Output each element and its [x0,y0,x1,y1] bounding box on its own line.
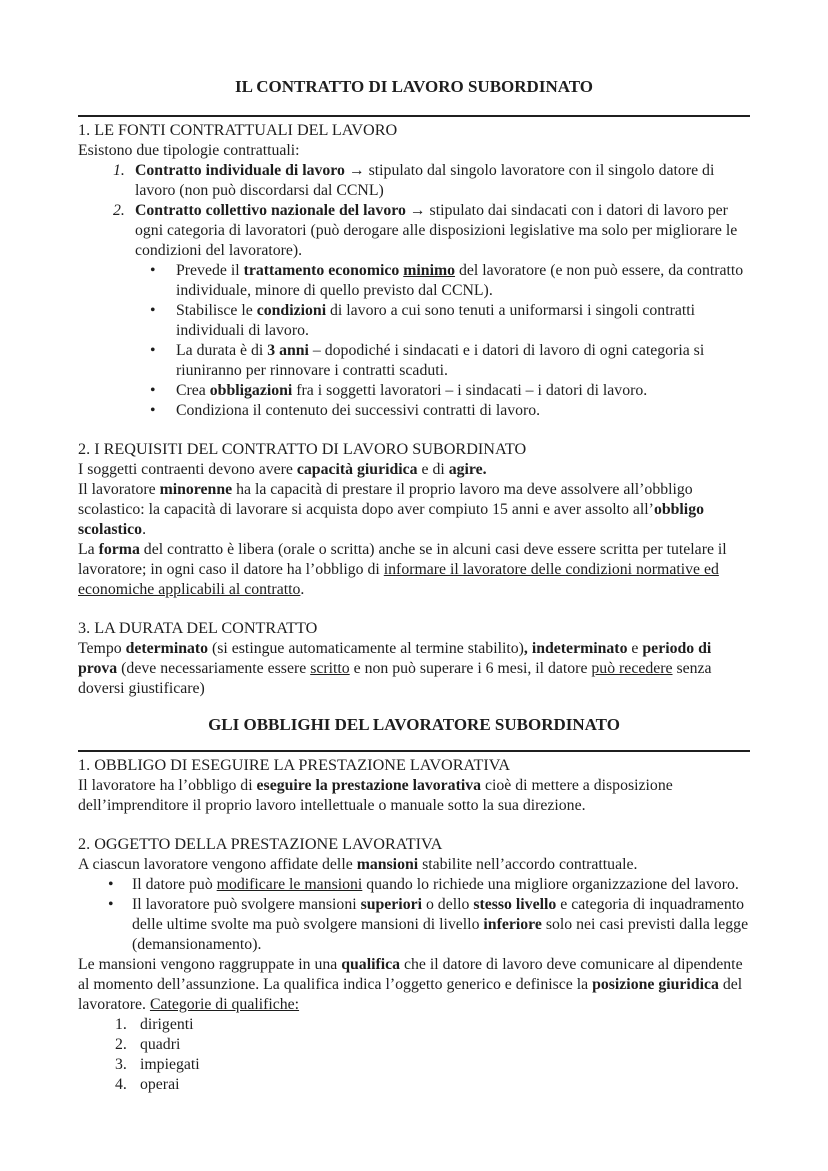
text-run: e [627,640,643,657]
paragraph [78,955,750,1015]
text-run: dirigenti [140,1016,194,1033]
bullet-icon: • [150,302,156,319]
list-number: 4. [115,1076,127,1093]
list-number: 1. [113,162,125,179]
paragraph [132,895,750,955]
text-run: quando lo richiede una migliore organizzazione del lavoro. [362,876,739,893]
paragraph [78,639,750,699]
text-run: Il lavoratore [78,481,160,498]
text-run: del contratto è libera (orale o scritta) anche se in alcuni casi deve essere scritta per tutelare il lavoratore; in ogni caso il datore ha l’obbligo di [78,541,727,578]
bullet-icon: • [150,402,156,419]
text-run: . [142,521,147,538]
bullet-icon: • [150,382,156,399]
numbered-item [78,1015,750,1035]
text-run: forma [98,541,140,558]
text-run: Stabilisce le [176,302,257,319]
bullet-item [78,301,750,341]
numbered-item [78,201,750,261]
section-heading-oggetto: 2. OGGETTO DELLA PRESTAZIONE LAVORATIVA [78,835,443,853]
text-run: I soggetti contraenti devono avere [78,461,297,478]
bullet-item [78,895,750,955]
text-run: capacità giuridica [296,461,418,478]
bullet-item [78,875,750,895]
text-run: obbligo scolastico [78,501,704,538]
text-run: periodo di prova [78,640,712,677]
text-run: del lavoratore. [78,976,743,1013]
paragraph [176,261,750,301]
text-run: inferiore [483,916,542,933]
document-title-part2: GLI OBBLIGHI DEL LAVORATORE SUBORDINATO [208,715,620,734]
text-run: (si estingue automaticamente al termine stabilito) [208,640,524,657]
text-run: La durata è di [176,342,268,359]
text-run: – dopodiché i sindacati e i datori di lavoro di ogni categoria si riuniranno per rinnovare i contratti scaduti. [176,342,705,379]
text-run: senza doversi giustificare) [78,660,712,697]
text-run: Prevede il [176,262,244,279]
text-run: minimo [403,262,456,279]
paragraph [176,381,750,401]
paragraph [176,301,750,341]
paragraph [140,1035,750,1055]
text-run: Condiziona il contenuto dei successivi contratti di lavoro. [176,402,541,419]
text-run: mansioni [356,856,419,873]
bullet-item [78,341,750,381]
text-run: Crea [176,382,210,399]
text-run: Contratto collettivo nazionale del lavoro [135,202,406,219]
text-run: 3 anni [267,342,309,359]
text-run: di lavoro a cui sono tenuti a uniformarsi i singoli contratti individuali di lavoro. [176,302,696,339]
section-heading-obbligo: 1. OBBLIGO DI ESEGUIRE LA PRESTAZIONE LAVORATIVA [78,756,511,774]
numbered-item [78,161,750,201]
bullet-icon: • [108,896,114,913]
text-run: determinato [125,640,209,657]
text-run: che il datore di lavoro deve comunicare al dipendente al momento dell’assunzione. La qualifica indica l’oggetto generico e definisce la [78,956,743,993]
text-run: e di [417,461,449,478]
text-run: qualifica [341,956,401,973]
numbered-item [78,1035,750,1055]
text-run: La [78,541,99,558]
paragraph [78,460,750,480]
text-run: e categoria di inquadramento delle ultime svolte ma può svolgere mansioni di livello [132,896,745,933]
paragraph [132,875,750,895]
text-run: → stipulato dai sindacati con i datori di lavoro per ogni categoria di lavoratori (può derogare alle disposizioni legislative ma solo per migliorare le condizioni del lavoratore). [135,202,738,259]
section-divider [78,115,750,117]
text-run: quadri [140,1036,181,1053]
text-run: operai [140,1076,180,1093]
text-run: agire. [448,461,487,478]
text-run: solo nei casi previsti dalla legge (demansionamento). [132,916,749,953]
text-run: Categorie di qualifiche: [149,996,300,1013]
numbered-item [78,1075,750,1095]
bullet-item [78,401,750,421]
bullet-icon: • [108,876,114,893]
text-run: fra i soggetti lavoratori – i sindacati – i datori di lavoro. [292,382,648,399]
text-run: e non può superare i 6 mesi, il datore [349,660,592,677]
text-run: o dello [422,896,474,913]
paragraph [78,480,750,540]
paragraph [140,1015,750,1035]
paragraph [140,1075,750,1095]
text-run: superiori [360,896,422,913]
section-divider [78,750,750,752]
text-run: A ciascun lavoratore vengono affidate delle [78,856,357,873]
text-run: Tempo [78,640,126,657]
text-run: Il lavoratore ha l’obbligo di [78,777,257,794]
numbered-item [78,1055,750,1075]
text-run: trattamento economico [243,262,404,279]
text-run: scritto [310,660,350,677]
text-run: Le mansioni vengono raggruppate in una [78,956,342,973]
section-heading-fonti: 1. LE FONTI CONTRATTUALI DEL LAVORO [78,121,398,139]
text-run: eseguire la prestazione lavorativa [256,777,482,794]
list-number: 1. [115,1016,127,1033]
text-run: . [300,581,305,598]
paragraph [135,201,750,261]
bullet-item [78,381,750,401]
paragraph [78,776,750,816]
list-number: 2. [113,202,125,219]
bullet-icon: • [150,262,156,279]
paragraph [140,1055,750,1075]
text-run: stesso livello [473,896,557,913]
bullet-item [78,261,750,301]
paragraph [176,401,750,421]
paragraph [135,161,750,201]
text-run: Il lavoratore può svolgere mansioni [132,896,361,913]
text-run: può recedere [591,660,673,677]
text-run: stabilite nell’accordo contrattuale. [418,856,638,873]
document-title-part1: IL CONTRATTO DI LAVORO SUBORDINATO [234,77,593,96]
section-heading-durata: 3. LA DURATA DEL CONTRATTO [78,619,318,637]
text-run: minorenne [159,481,233,498]
text-run: impiegati [140,1056,200,1073]
list-number: 2. [115,1036,127,1053]
text-run: cioè di mettere a disposizione dell’imprenditore il proprio lavoro intellettuale o manuale sotto la sua direzione. [78,777,673,814]
text-run: modificare le mansioni [216,876,363,893]
text-run: (deve necessariamente essere [117,660,311,677]
list-number: 3. [115,1056,127,1073]
text-run: del lavoratore (e non può essere, da contratto individuale, minore di quello previsto dal CCNL). [176,262,744,299]
text-run: , indeterminato [523,640,628,657]
text-run: Il datore può [132,876,217,893]
paragraph-intro: Esistono due tipologie contrattuali: [78,142,300,159]
text-run: ha la capacità di prestare il proprio lavoro ma deve assolvere all’obbligo scolastico: la capacità di lavorare si acquista dopo aver compiuto 15 anni e aver assolto all’ [78,481,693,518]
section-heading-requisiti: 2. I REQUISITI DEL CONTRATTO DI LAVORO SUBORDINATO [78,440,527,458]
text-run: → stipulato dal singolo lavoratore con il singolo datore di lavoro (non può discordarsi dal CCNL) [135,162,715,199]
text-run: Contratto individuale di lavoro [135,162,345,179]
text-run: informare il lavoratore delle condizioni normative ed economiche applicabili al contratto [78,561,719,598]
text-run: condizioni [256,302,327,319]
text-run: obbligazioni [209,382,293,399]
bullet-icon: • [150,342,156,359]
paragraph [78,540,750,600]
paragraph [78,855,750,875]
text-run: posizione giuridica [592,976,719,993]
paragraph [176,341,750,381]
